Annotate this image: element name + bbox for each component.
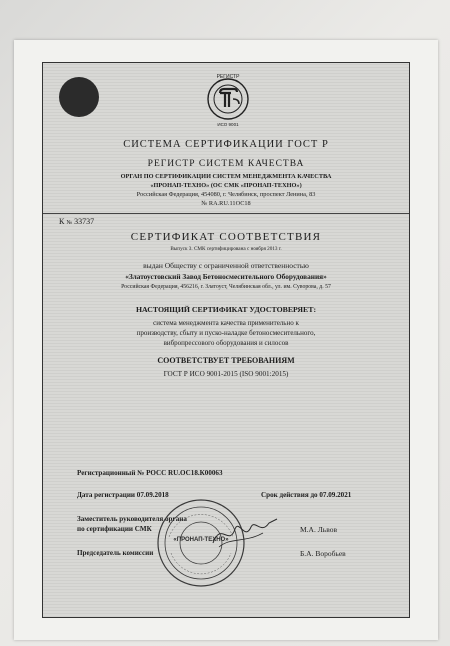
certificate-sheet (14, 40, 438, 640)
certificate-number (59, 217, 94, 226)
company-address: Российская Федерация, 456216, г. Златоуст, Челябинская обл., ул. им. Суворова, д. 57 (121, 284, 331, 290)
organ-line-1: ОРГАН ПО СЕРТИФИКАЦИИ СИСТЕМ МЕНЕДЖМЕНТА КАЧЕСТВА (120, 173, 332, 180)
certificate-frame (42, 62, 410, 618)
number-value: 33737 (74, 217, 95, 226)
system-title: СИСТЕМА СЕРТИФИКАЦИИ ГОСТ Р (123, 139, 329, 150)
stamp-center-text: «ПРОНАП-ТЕХНО» (173, 537, 229, 543)
deputy-title-line-1: Заместитель руководителя органа (77, 515, 187, 523)
deputy-title-line-2: по сертификации СМК (77, 525, 152, 533)
registration-date: Дата регистрации 07.09.2018 (77, 491, 169, 499)
standard: ГОСТ Р ИСО 9001-2015 (ISO 9001:2015) (163, 370, 289, 378)
scope-line-3: вибропрессового оборудования и силосов (163, 339, 289, 347)
deputy-name: М.А. Львов (300, 525, 337, 534)
register-title: РЕГИСТР СИСТЕМ КАЧЕСТВА (147, 159, 305, 169)
certifies-heading: НАСТОЯЩИЙ СЕРТИФИКАТ УДОСТОВЕРЯЕТ: (135, 305, 317, 314)
issue-note: Выпуск 3. СМК сертифицирована с ноября 2013 г. (170, 246, 282, 252)
header-divider (43, 213, 409, 214)
certificate-title: СЕРТИФИКАТ СООТВЕТСТВИЯ (130, 231, 322, 243)
scope-line-1: система менеджмента качества применительно к (153, 319, 299, 327)
logo-top-text: РЕГИСТР (216, 74, 240, 80)
complies-heading: СООТВЕТСТВУЕТ ТРЕБОВАНИЯМ (157, 356, 295, 365)
signature-scribble (211, 513, 281, 553)
issued-to: выдан Обществу с ограниченной ответственностью (143, 261, 309, 270)
registration-number: Регистрационный № РОСС RU.ОС18.К00063 (77, 469, 223, 477)
chairman-title: Председатель комиссии (77, 549, 154, 557)
valid-until: Срок действия до 07.09.2021 (261, 491, 352, 499)
chairman-name: Б.А. Воробьев (300, 549, 346, 558)
organ-line-2: «ПРОНАП-ТЕХНО» (ОС СМК «ПРОНАП-ТЕХНО») (150, 182, 302, 189)
gost-register-logo-icon (203, 71, 253, 131)
punch-hole (59, 77, 99, 117)
organ-address: Российская Федерация, 454080, г. Челябинск, проспект Ленина, 83 (136, 191, 316, 198)
organ-reg-number: № RA.RU.11ОС18 (201, 200, 251, 207)
logo-bottom-text: ИСО 9001 (217, 122, 239, 127)
certificate-series: К (59, 217, 65, 226)
scope-line-2: производству, сбыту и пуско-наладке бетоносмесительного, (136, 329, 316, 337)
number-label: № (66, 220, 73, 226)
company-name: «Златоустовский Завод Бетоносмесительного Оборудования» (125, 272, 327, 281)
